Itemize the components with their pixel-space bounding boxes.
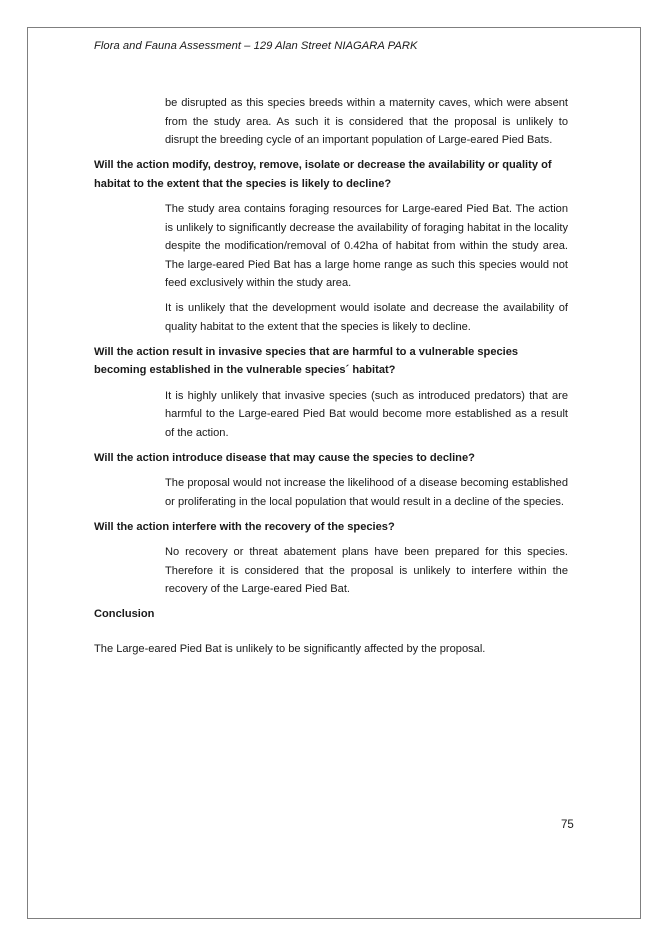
page-number: 75	[561, 819, 574, 831]
document-header: Flora and Fauna Assessment – 129 Alan Street NIAGARA PARK	[94, 40, 418, 52]
document-body	[94, 94, 568, 658]
question-disease: Will the action introduce disease that may cause the species to decline?	[94, 451, 475, 464]
paragraph-isolation: It is unlikely that the development would isolate and decrease the availability of quality habitat to the extent that the species is likely to decline.	[165, 302, 568, 333]
paragraph-foraging: The study area contains foraging resources for Large-eared Pied Bat. The action is unlikely to significantly decrease the availability of foraging habitat in the locality despite the modification/removal of 0.42ha of habitat from within the study area. The large-eared Pied Bat has a large home range as such this species would not feed exclusively within the study area.	[165, 203, 568, 289]
conclusion-heading: Conclusion	[94, 608, 155, 620]
conclusion-text: The Large-eared Pied Bat is unlikely to be significantly affected by the proposal.	[94, 642, 486, 655]
question-habitat: Will the action modify, destroy, remove, isolate or decrease the availability or quality of habitat to the extent that the species is likely to decline?	[94, 159, 552, 190]
question-recovery: Will the action interfere with the recovery of the species?	[94, 520, 395, 533]
question-invasive-species: Will the action result in invasive species that are harmful to a vulnerable species becoming established in the vulnerable species´ habitat?	[94, 345, 519, 376]
paragraph-disease: The proposal would not increase the likelihood of a disease becoming established or proliferating in the local population that would result in a decline of the species.	[165, 477, 568, 508]
paragraph-invasive-species: It is highly unlikely that invasive species (such as introduced predators) that are harmful to the Large-eared Pied Bat would become more established as a result of the action.	[165, 389, 568, 439]
paragraph-recovery: No recovery or threat abatement plans have been prepared for this species. Therefore it is considered that the proposal is unlikely to interfere within the recovery of the Large-eared Pied Bat.	[165, 546, 568, 595]
paragraph-breeding: be disrupted as this species breeds within a maternity caves, which were absent from the study area. As such it is considered that the proposal is unlikely to disrupt the breeding cycle of an important population of Large-eared Pied Bats.	[165, 97, 568, 146]
